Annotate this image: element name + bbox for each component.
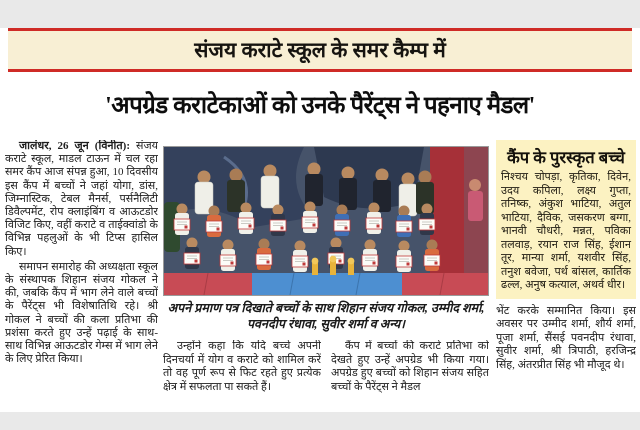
photo-caption: अपने प्रमाण पत्र दिखाते बच्चों के साथ शिहान संजय गोकल, उम्मीद शर्मा, पवनदीप रंधावा, सुवीर शर्मा व अन्य। (167, 301, 485, 331)
left-paragraph-1-text: संजय कराटे स्कूल, माडल टाऊन में चल रहा समर कैंप आज संपन्न हुआ, 10 दिवसीय इस कैंप में बच्चों ने जहां योगा, डांस, जिम्नास्टिक, टेबल मैनर्स, पर्सनैलिटी डिवैल्पमेंट, रोप क्लाइंबिंग व आऊटडोर विजिट किए, वहीं कराटे व ताईक्वांडो के विभिन्न पहलुओं के भी टिप्स हासिल किए। (5, 140, 158, 258)
headline (0, 72, 640, 136)
page-background-band-bottom (0, 412, 640, 430)
left-paragraph-2: समापन समारोह की अध्यक्षता स्कूल के संस्थापक शिहान संजय गोकल ने की, जबकि कैंप में भाग लेने वाले बच्चों के पैरेंट्स भी विशेषातिथि रहे। श्री गोकल ने बच्चों की कला प्रतिभा की प्रशंसा करते हुए उन्हें पढ़ाई के साथ-साथ विभिन्न आऊटडोर गेम्स में भाग लेने के लिए प्रेरित किया। (5, 260, 158, 366)
center-column-2 (331, 340, 489, 410)
awarded-children-box-title: कैंप के पुरस्कृत बच्चे (507, 148, 625, 167)
left-paragraph-1 (5, 140, 158, 259)
awarded-children-box (496, 140, 636, 299)
page-background-band-top (0, 0, 640, 28)
center-column-1-text: उन्होंने कहा कि यदि बच्चे अपनी दिनचर्या में योग व कराटे को शामिल करें तो वह पूर्ण रूप से फिट रहते हुए प्रत्येक क्षेत्र में सफलता पा सकते हैं। (163, 340, 321, 393)
news-photo (163, 146, 489, 296)
right-column-paragraph: भेंट करके सम्मानित किया। इस अवसर पर उम्मीद शर्मा, शौर्य शर्मा, पूजा शर्मा, सैंसई पवनदीप रंधावा, सुवीर शर्मा, श्री त्रिपाठी, हरजिन्द्र सिंह, अंतरप्रीत सिंह भी मौजूद थे। (496, 304, 636, 371)
center-column-2-text: कैंप में बच्चों की कराटे प्रतिभा को देखते हुए उन्हें अपग्रेड भी किया गया। अपग्रेड हुए बच्चों को शिहान संजय सहित बच्चों के पैरेंट्स ने मैडल (331, 340, 489, 393)
photo-floor-mats (164, 273, 488, 295)
awarded-children-names: निश्चय चोपड़ा, कृतिका, दिवेन, उदय कपिला, लक्ष्य गुप्ता, तनिष्क, अंकुश भाटिया, अतुल भाटिया, दैविक, जसकरण बग्गा, भानवी चौधरी, मन्नत, पविका तलवाड़, रयान राज सिंह, ईशान तूर, मान्या शर्मा, यशवीर सिंह, तनुश बवेजा, पर्थ बांसल, कार्तिक ढल्ल, अनुष कत्याल, अथर्व धीर। (501, 171, 631, 291)
kicker-text: संजय कराटे स्कूल के समर कैम्प में (194, 38, 446, 62)
left-column (5, 140, 158, 410)
kicker-banner (8, 28, 632, 72)
headline-text: 'अपग्रेड कराटेकाओं को उनके पैरेंट्स ने पहनाए मैडल' (105, 92, 535, 119)
right-column (496, 140, 636, 412)
dateline: जालंधर, 26 जून (विनीत): (19, 140, 130, 152)
center-column-1 (163, 340, 321, 410)
photo-red-pillar (430, 147, 488, 295)
news-photo-illustration (164, 147, 488, 295)
